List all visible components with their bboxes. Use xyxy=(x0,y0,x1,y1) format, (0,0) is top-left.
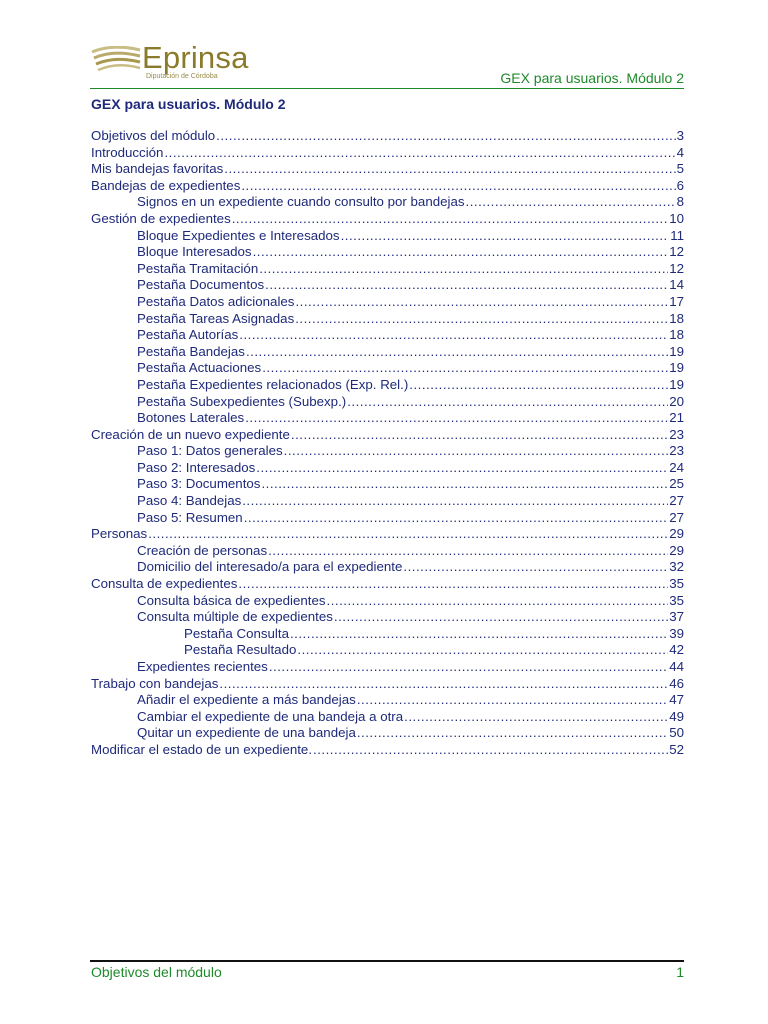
toc-entry-label: Paso 5: Resumen xyxy=(137,509,243,525)
toc-entry-page: 29 xyxy=(669,526,684,542)
logo-subtext: Diputación de Córdoba xyxy=(146,73,218,80)
toc-entry-label: Pestaña Consulta xyxy=(184,625,289,641)
toc-entry-label: Añadir el expediente a más bandejas xyxy=(137,692,356,708)
toc-dot-leader xyxy=(347,394,668,411)
toc-dot-leader xyxy=(224,161,675,178)
toc-entry-label: Domicilio del interesado/a para el expediente xyxy=(137,559,403,575)
toc-entry-label: Creación de personas xyxy=(137,542,268,558)
toc-entry-label: Pestaña Datos adicionales xyxy=(137,293,295,309)
toc-dot-leader xyxy=(268,543,668,560)
toc-entry-page: 17 xyxy=(669,293,684,309)
toc-entry[interactable] xyxy=(91,161,684,178)
toc-dot-leader xyxy=(297,642,668,659)
toc-entry-page: 27 xyxy=(669,509,684,525)
toc-entry-page: 12 xyxy=(669,244,684,260)
toc-dot-leader xyxy=(256,460,668,477)
toc-entry-label: Gestión de expedientes xyxy=(91,210,231,226)
toc-entry-label: Pestaña Tareas Asignadas xyxy=(137,310,295,326)
toc-dot-leader xyxy=(262,360,668,377)
toc-entry[interactable] xyxy=(91,460,684,477)
toc-entry-label: Bandejas de expedientes xyxy=(91,177,241,193)
toc-entry-label: Pestaña Actuaciones xyxy=(137,360,262,376)
toc-entry-page: 23 xyxy=(669,443,684,459)
toc-entry-label: Consulta básica de expedientes xyxy=(137,592,326,608)
toc-dot-leader xyxy=(403,559,668,576)
toc-entry[interactable] xyxy=(91,211,684,228)
toc-entry[interactable] xyxy=(91,493,684,510)
toc-entry[interactable] xyxy=(91,626,684,643)
toc-dot-leader xyxy=(246,344,668,361)
toc-entry[interactable] xyxy=(91,277,684,294)
toc-dot-leader xyxy=(261,476,668,493)
toc-dot-leader xyxy=(245,410,668,427)
header-divider xyxy=(90,88,684,89)
toc-entry[interactable] xyxy=(91,443,684,460)
toc-dot-leader xyxy=(238,576,668,593)
toc-dot-leader xyxy=(357,725,668,742)
toc-entry-label: Bloque Expedientes e Interesados xyxy=(137,227,340,243)
toc-dot-leader xyxy=(259,261,668,278)
toc-entry-page: 46 xyxy=(669,675,684,691)
toc-dot-leader xyxy=(334,609,668,626)
toc-entry[interactable] xyxy=(91,261,684,278)
toc-entry[interactable] xyxy=(91,476,684,493)
toc-entry-page: 5 xyxy=(676,161,684,177)
toc-entry-page: 19 xyxy=(669,376,684,392)
toc-entry-label: Objetivos del módulo xyxy=(91,128,216,143)
toc-entry-label: Pestaña Tramitación xyxy=(137,260,259,276)
toc-entry-label: Mis bandejas favoritas xyxy=(91,161,224,177)
footer-page-number: 1 xyxy=(676,964,684,980)
toc-entry-label: Pestaña Subexpedientes (Subexp.) xyxy=(137,393,347,409)
toc-entry-label: Trabajo con bandejas xyxy=(91,675,219,691)
toc-dot-leader xyxy=(265,277,668,294)
toc-dot-leader xyxy=(253,244,669,261)
toc-dot-leader xyxy=(216,128,675,145)
toc-entry[interactable] xyxy=(91,311,684,328)
toc-entry-label: Creación de un nuevo expediente xyxy=(91,426,290,442)
toc-entry[interactable] xyxy=(91,526,684,543)
toc-entry-label: Botones Laterales xyxy=(137,410,245,426)
toc-entry-label: Consulta múltiple de expedientes xyxy=(137,609,333,625)
toc-entry-page: 52 xyxy=(669,741,684,757)
toc-dot-leader xyxy=(290,626,668,643)
toc-entry[interactable] xyxy=(91,742,684,759)
toc-dot-leader xyxy=(341,228,670,245)
toc-entry[interactable] xyxy=(91,244,684,261)
toc-entry-page: 24 xyxy=(669,459,684,475)
toc-entry[interactable] xyxy=(91,543,684,560)
toc-dot-leader xyxy=(295,294,668,311)
toc-entry[interactable] xyxy=(91,593,684,610)
toc-entry[interactable] xyxy=(91,194,684,211)
toc-dot-leader xyxy=(357,692,668,709)
toc-dot-leader xyxy=(466,194,676,211)
toc-dot-leader xyxy=(244,510,669,527)
toc-entry[interactable] xyxy=(91,609,684,626)
toc-entry-page: 35 xyxy=(669,576,684,592)
toc-entry-page: 3 xyxy=(676,128,684,143)
toc-entry-page: 19 xyxy=(669,343,684,359)
toc-dot-leader xyxy=(291,427,668,444)
toc-entry-label: Pestaña Documentos xyxy=(137,277,265,293)
toc-entry-label: Cambiar el expediente de una bandeja a otra xyxy=(137,708,404,724)
document-title: GEX para usuarios. Módulo 2 xyxy=(91,96,286,112)
toc-entry-page: 20 xyxy=(669,393,684,409)
toc-entry-label: Bloque Interesados xyxy=(137,244,252,260)
toc-dot-leader xyxy=(409,377,668,394)
toc-dot-leader xyxy=(313,742,668,759)
toc-entry-page: 39 xyxy=(669,625,684,641)
toc-dot-leader xyxy=(284,443,669,460)
toc-dot-leader xyxy=(232,211,668,228)
toc-entry-page: 37 xyxy=(669,609,684,625)
toc-entry-label: Quitar un expediente de una bandeja xyxy=(137,725,356,741)
toc-entry[interactable] xyxy=(91,576,684,593)
toc-entry-page: 10 xyxy=(669,210,684,226)
toc-entry-page: 42 xyxy=(669,642,684,658)
toc-entry[interactable] xyxy=(91,344,684,361)
toc-entry[interactable] xyxy=(91,327,684,344)
toc-entry[interactable] xyxy=(91,410,684,427)
toc-entry-page: 50 xyxy=(669,725,684,741)
toc-entry-page: 27 xyxy=(669,493,684,509)
eprinsa-logo xyxy=(90,40,280,86)
toc-entry-label: Pestaña Autorías xyxy=(137,327,239,343)
toc-entry-page: 11 xyxy=(670,227,684,243)
toc-dot-leader xyxy=(404,709,668,726)
toc-entry-page: 23 xyxy=(669,426,684,442)
toc-entry-page: 18 xyxy=(669,310,684,326)
toc-entry-label: Expedientes recientes xyxy=(137,659,268,674)
toc-entry[interactable] xyxy=(91,510,684,527)
footer-section-title: Objetivos del módulo xyxy=(91,964,222,980)
toc-entry[interactable] xyxy=(91,128,684,145)
toc-entry-label: Paso 3: Documentos xyxy=(137,476,261,492)
toc-entry-label: Introducción xyxy=(91,144,164,160)
toc-entry[interactable] xyxy=(91,228,684,245)
toc-entry-label: Pestaña Bandejas xyxy=(137,343,245,359)
toc-entry-label: Consulta de expedientes xyxy=(91,576,238,592)
toc-entry-label: Modificar el estado de un expediente. xyxy=(91,741,313,757)
toc-dot-leader xyxy=(241,178,675,195)
toc-entry-page: 12 xyxy=(669,260,684,276)
toc-entry-page: 8 xyxy=(676,194,684,210)
toc-entry-label: Paso 1: Datos generales xyxy=(137,443,283,459)
toc-entry[interactable] xyxy=(91,377,684,394)
toc-entry[interactable] xyxy=(91,294,684,311)
toc-entry-page: 44 xyxy=(669,659,684,674)
toc-dot-leader xyxy=(295,311,668,328)
toc-dot-leader xyxy=(242,493,668,510)
toc-entry-page: 6 xyxy=(676,177,684,193)
running-header-title: GEX para usuarios. Módulo 2 xyxy=(500,70,684,86)
toc-entry[interactable] xyxy=(91,178,684,195)
toc-entry-page: 35 xyxy=(669,592,684,608)
toc-entry[interactable] xyxy=(91,676,684,693)
toc-entry-page: 29 xyxy=(669,542,684,558)
toc-entry[interactable] xyxy=(91,692,684,709)
toc-dot-leader xyxy=(164,145,675,162)
toc-entry-page: 4 xyxy=(676,144,684,160)
toc-entry-label: Personas xyxy=(91,526,148,542)
toc-entry-label: Paso 2: Interesados xyxy=(137,459,256,475)
toc-entry[interactable] xyxy=(91,394,684,411)
toc-dot-leader xyxy=(269,659,668,676)
toc-entry-label: Pestaña Resultado xyxy=(184,642,297,658)
toc-entry-page: 25 xyxy=(669,476,684,492)
toc-entry[interactable] xyxy=(91,642,684,659)
toc-entry-page: 14 xyxy=(669,277,684,293)
footer-divider xyxy=(90,960,684,962)
toc-entry-page: 18 xyxy=(669,327,684,343)
toc-entry[interactable] xyxy=(91,559,684,576)
toc-entry[interactable] xyxy=(91,725,684,742)
toc-entry-label: Pestaña Expedientes relacionados (Exp. Rel.) xyxy=(137,376,409,392)
toc-entry[interactable] xyxy=(91,709,684,726)
toc-entry[interactable] xyxy=(91,360,684,377)
toc-entry-page: 47 xyxy=(669,692,684,708)
toc-entry-page: 49 xyxy=(669,708,684,724)
logo-wordmark: Eprinsa xyxy=(142,40,249,75)
toc-dot-leader xyxy=(239,327,668,344)
toc-dot-leader xyxy=(327,593,669,610)
logo-swoosh-icon xyxy=(90,46,142,80)
toc-entry[interactable] xyxy=(91,145,684,162)
toc-entry-label: Signos en un expediente cuando consulto por bandejas xyxy=(137,194,465,210)
toc-entry-page: 21 xyxy=(669,410,684,426)
toc-dot-leader xyxy=(219,676,668,693)
toc-dot-leader xyxy=(148,526,668,543)
toc-entry-page: 32 xyxy=(669,559,684,575)
toc-entry[interactable] xyxy=(91,427,684,444)
toc-entry-label: Paso 4: Bandejas xyxy=(137,493,242,509)
table-of-contents xyxy=(91,128,684,759)
toc-entry-page: 19 xyxy=(669,360,684,376)
toc-entry[interactable] xyxy=(91,659,684,676)
